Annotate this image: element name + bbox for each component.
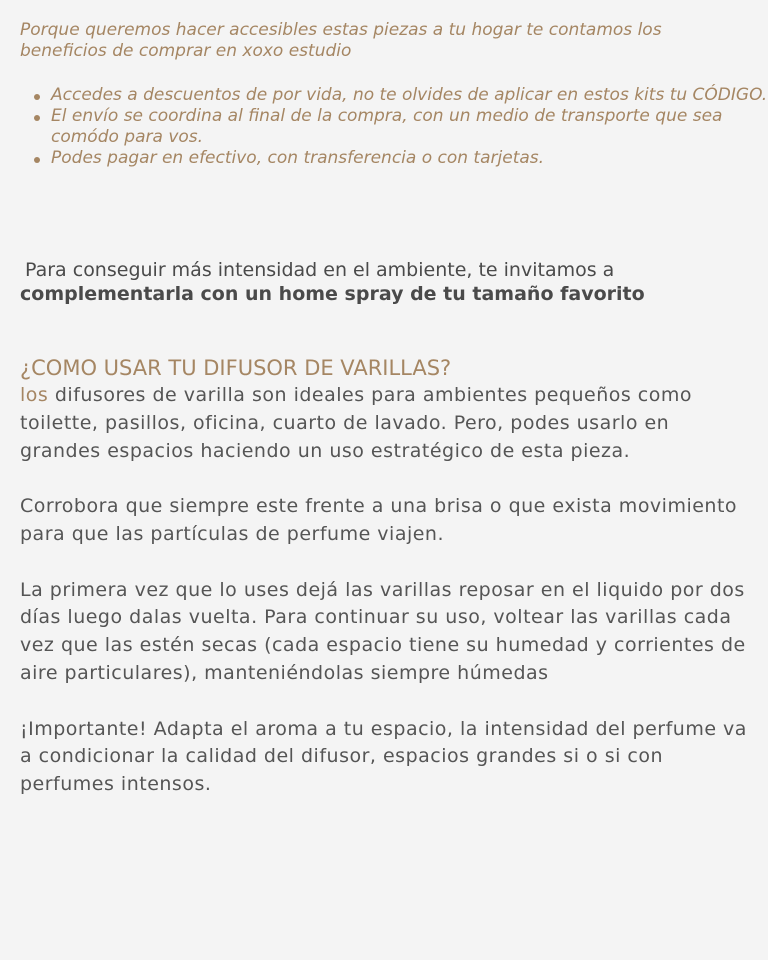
benefits-intro: Porque queremos hacer accesibles estas piezas a tu hogar te contamos los beneficios de comprar en xoxo estudio	[20, 20, 662, 61]
howto-paragraph-1	[20, 382, 750, 465]
howto-title: ¿COMO USAR TU DIFUSOR DE VARILLAS?	[20, 356, 452, 380]
benefit-item-shipping: El envío se coordina al final de la compra, con un medio de transporte que sea comódo para vos.	[51, 106, 768, 148]
howto-paragraph-1-text: difusores de varilla son ideales para ambientes pequeños como toilette, pasillos, oficina, cuarto de lavado. Pero, podes usarlo en grandes espacios haciendo un uso estratégico de esta pieza.	[20, 384, 693, 462]
home-spray-lead: Para conseguir más intensidad en el ambiente, te invitamos a	[25, 259, 615, 281]
benefits-list	[20, 85, 768, 169]
howto-paragraph-4: ¡Importante! Adapta el aroma a tu espacio, la intensidad del perfume va a condicionar la calidad del difusor, espacios grandes si o si con perfumes intensos.	[20, 717, 747, 796]
howto-highlight: los	[20, 384, 49, 406]
benefit-item-payment: Podes pagar en efectivo, con transferencia o con tarjetas.	[51, 148, 768, 169]
home-spray-bold: complementarla con un home spray de tu tamaño favorito	[20, 283, 645, 305]
howto-body	[20, 382, 750, 827]
home-spray-note	[20, 258, 750, 306]
benefit-item-discounts: Accedes a descuentos de por vida, no te olvides de aplicar en estos kits tu CÓDIGO.	[51, 85, 768, 106]
howto-paragraph-3: La primera vez que lo uses dejá las varillas reposar en el liquido por dos días luego dalas vuelta. Para continuar su uso, voltear las varillas cada vez que las estén secas (cada espacio tiene su humedad y corrientes de aire particulares), manteniéndolas siempre húmedas	[20, 578, 746, 684]
howto-paragraph-2: Corrobora que siempre este frente a una brisa o que exista movimiento para que las partículas de perfume viajen.	[20, 495, 738, 545]
